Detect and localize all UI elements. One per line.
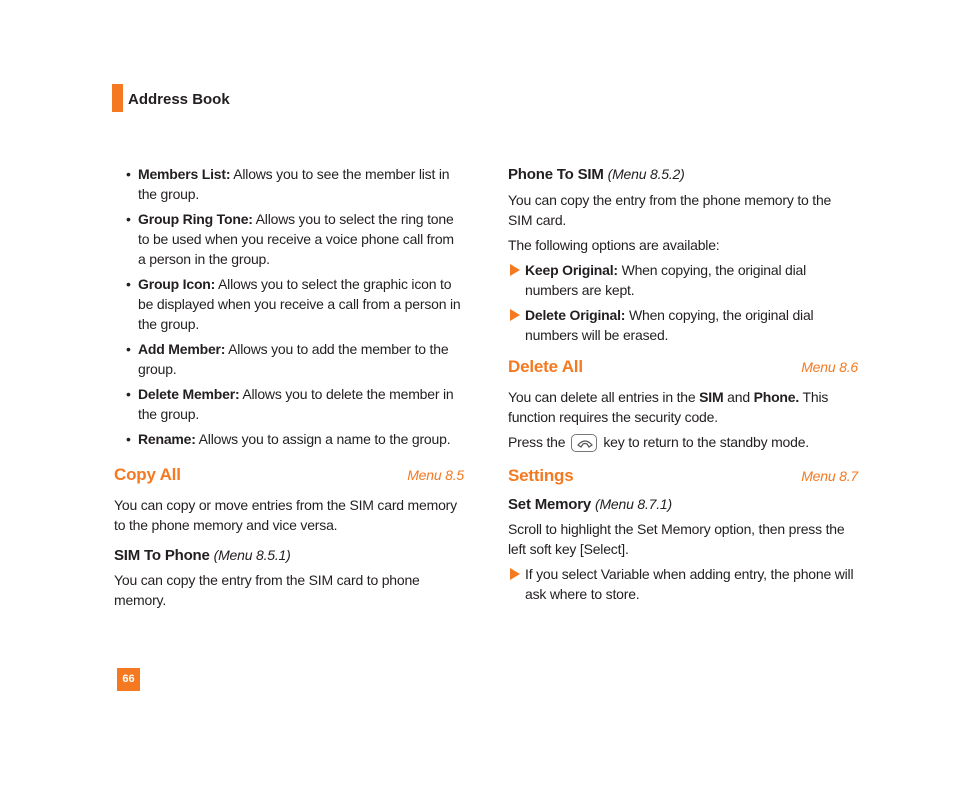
list-item-label: Delete Member: [138, 386, 240, 402]
list-item [126, 274, 464, 334]
phone-to-sim-heading [508, 164, 858, 185]
copy-all-description: You can copy or move entries from the SIM card memory to the phone memory and vice versa. [114, 497, 457, 533]
list-item-text: Allows you to assign a name to the group. [195, 431, 451, 447]
subsection-title: SIM To Phone [114, 547, 210, 564]
list-item [508, 260, 858, 300]
page-header-title: Address Book [128, 91, 230, 108]
sim-to-phone-heading [114, 545, 464, 566]
text-segment: and [723, 389, 754, 405]
copy-all-heading [114, 465, 464, 485]
bullet-icon: • [126, 211, 131, 227]
bullet-icon: • [126, 276, 131, 292]
section-title: Copy All [114, 465, 181, 484]
list-item-text: Allows you to select the graphic icon to be displayed when you receive a call from a person in the group. [138, 276, 461, 332]
phone-to-sim-description: You can copy the entry from the phone memory to the SIM card. [508, 192, 832, 228]
bullet-icon: • [126, 166, 131, 182]
delete-all-heading [508, 357, 858, 377]
subsection-title: Set Memory [508, 496, 592, 514]
set-memory-heading [508, 494, 858, 515]
section-menu-number: Menu 8.5 [407, 467, 464, 483]
subsection-menu-number: (Menu 8.7.1) [595, 496, 672, 513]
list-item-text: If you select Variable when adding entry, the phone will ask where to store. [525, 566, 854, 603]
list-item-text: Allows you to add the member to the group. [138, 341, 449, 377]
list-item [126, 429, 464, 449]
text-segment: Phone. [753, 389, 800, 405]
list-item [126, 164, 464, 204]
arrow-right-icon [510, 309, 520, 321]
list-item-label: Group Ring Tone: [138, 211, 253, 227]
list-item [126, 384, 464, 424]
list-item-text: When copying, the original dial numbers are kept. [525, 262, 807, 298]
bullet-icon: • [126, 431, 131, 447]
page-number: 66 [117, 668, 140, 691]
text-segment: Press the [508, 434, 566, 450]
set-memory-description: Scroll to highlight the Set Memory option, then press the left soft key [Select]. [508, 521, 845, 558]
text-segment: This function requires the security code. [508, 389, 829, 425]
bullet-icon: • [126, 341, 131, 357]
list-item-label: Keep Original: [525, 262, 618, 278]
settings-heading [508, 466, 858, 486]
list-item-label: Group Icon: [138, 276, 216, 292]
group-options-list [126, 164, 464, 449]
right-column [508, 164, 858, 609]
section-menu-number: Menu 8.7 [801, 468, 858, 485]
section-menu-number: Menu 8.6 [801, 359, 858, 375]
arrow-right-icon [510, 264, 520, 276]
text-segment: key to return to the standby mode. [603, 434, 809, 450]
list-item [126, 209, 464, 269]
list-item-text: Allows you to select the ring tone to be used when you receive a voice phone call from a person in the group. [138, 211, 454, 267]
list-item-text: When copying, the original dial numbers will be erased. [525, 307, 814, 343]
list-item [126, 339, 464, 379]
list-item-label: Rename: [138, 431, 196, 447]
list-item [508, 564, 858, 604]
subsection-menu-number: (Menu 8.5.1) [213, 547, 291, 563]
end-key-instruction [508, 432, 858, 452]
arrow-right-icon [510, 568, 520, 580]
text-segment: SIM [699, 389, 724, 405]
left-column [114, 164, 464, 610]
list-item-label: Delete Original: [525, 307, 626, 323]
section-title: Settings [508, 466, 574, 486]
list-item-label: Members List: [138, 166, 231, 182]
list-item [508, 305, 858, 345]
list-item-label: Add Member: [138, 341, 226, 357]
list-item-text: Allows you to see the member list in the group. [138, 166, 450, 202]
bullet-icon: • [126, 386, 131, 402]
options-intro: The following options are available: [508, 237, 720, 253]
subsection-title: Phone To SIM [508, 166, 604, 183]
delete-all-description [508, 387, 858, 427]
section-title: Delete All [508, 357, 583, 376]
list-item-text: Allows you to delete the member in the group. [138, 386, 454, 422]
text-segment: You can delete all entries in the [508, 389, 700, 405]
header-accent-bar [112, 84, 123, 112]
subsection-menu-number: (Menu 8.5.2) [607, 166, 685, 182]
end-call-key-icon [571, 434, 597, 452]
sim-to-phone-description: You can copy the entry from the SIM card to phone memory. [114, 572, 420, 608]
